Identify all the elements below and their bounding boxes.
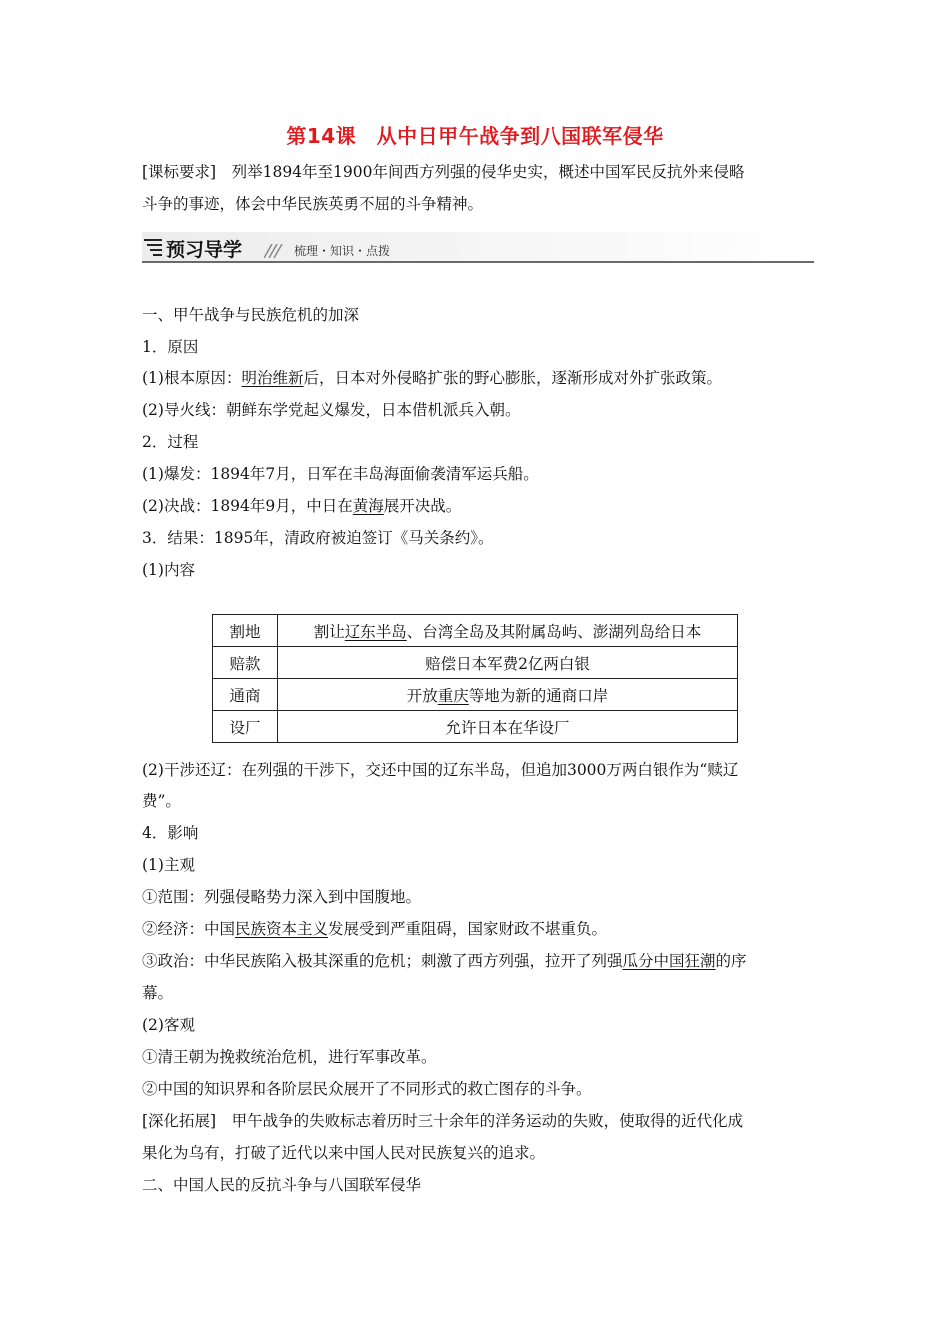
process-heading: 2．过程 bbox=[142, 433, 199, 451]
standard-tag: [课标要求] bbox=[142, 163, 217, 181]
table-key: 割地 bbox=[213, 615, 278, 647]
intervene-line-2: 费”。 bbox=[142, 792, 181, 810]
impact-politics-cont: 幕。 bbox=[142, 984, 174, 1002]
intervene-line-1: (2)干涉还辽：在列强的干涉下，交还中国的辽东半岛，但追加3000万两白银作为“赎辽 bbox=[142, 761, 739, 779]
extension-tag: [深化拓展] bbox=[142, 1112, 217, 1130]
table-key: 设厂 bbox=[213, 711, 278, 743]
keyword-yellow-sea: 黄海 bbox=[352, 497, 384, 515]
section1-heading: 一、甲午战争与民族危机的加深 bbox=[142, 306, 360, 324]
objective-item-1: ①清王朝为挽救统治危机，进行军事改革。 bbox=[142, 1048, 437, 1066]
hatch-icon bbox=[264, 244, 284, 258]
table-key: 通商 bbox=[213, 679, 278, 711]
table-row bbox=[213, 615, 738, 647]
objective-item-2: ②中国的知识界和各阶层民众展开了不同形式的救亡图存的斗争。 bbox=[142, 1080, 592, 1098]
extension-line-2: 果化为乌有，打破了近代以来中国人民对民族复兴的追求。 bbox=[142, 1144, 546, 1162]
table-value: 允许日本在华设厂 bbox=[278, 711, 738, 743]
section2-heading: 二、中国人民的反抗斗争与八国联军侵华 bbox=[142, 1176, 422, 1194]
table-value: 割让辽东半岛、台湾全岛及其附属岛屿、澎湖列岛给日本 bbox=[278, 615, 738, 647]
cause-fuse: (2)导火线：朝鲜东学党起义爆发，日本借机派兵入朝。 bbox=[142, 401, 521, 419]
standard-line-1: [课标要求] 列举1894年至1900年间西方列强的侵华史实，概述中国军民反抗外来侵略 bbox=[142, 163, 745, 181]
table-row bbox=[213, 711, 738, 743]
keyword-meiji: 明治维新 bbox=[241, 369, 304, 387]
extension-line-1: [深化拓展] 甲午战争的失败标志着历时三十余年的洋务运动的失败，使取得的近代化成 bbox=[142, 1112, 744, 1130]
cause-root: (1)根本原因：明治维新后，日本对外侵略扩张的野心膨胀，逐渐形成对外扩张政策。 bbox=[142, 369, 722, 387]
impact-heading: 4．影响 bbox=[142, 824, 199, 842]
content-label: (1)内容 bbox=[142, 561, 195, 579]
result-heading: 3．结果：1895年，清政府被迫签订《马关条约》。 bbox=[142, 529, 494, 547]
table-row bbox=[213, 647, 738, 679]
impact-objective: (2)客观 bbox=[142, 1016, 195, 1034]
process-outbreak: (1)爆发：1894年7月，日军在丰岛海面偷袭清军运兵船。 bbox=[142, 465, 539, 483]
stripes-icon bbox=[144, 238, 162, 256]
section-banner bbox=[142, 232, 814, 264]
standard-line-2: 斗争的事迹，体会中华民族英勇不屈的斗争精神。 bbox=[142, 195, 484, 213]
impact-subjective: (1)主观 bbox=[142, 856, 195, 874]
table-value: 赔偿日本军费2亿两白银 bbox=[278, 647, 738, 679]
treaty-table bbox=[212, 614, 738, 743]
banner-heading: 预习导学 bbox=[166, 239, 243, 261]
keyword-capitalism: 民族资本主义 bbox=[235, 920, 329, 938]
impact-economy: ②经济：中国民族资本主义发展受到严重阻碍，国家财政不堪重负。 bbox=[142, 920, 608, 938]
table-key: 赔款 bbox=[213, 647, 278, 679]
process-battle: (2)决战：1894年9月，中日在黄海展开决战。 bbox=[142, 497, 462, 515]
keyword-partition: 瓜分中国狂潮 bbox=[622, 952, 716, 970]
table-row bbox=[213, 679, 738, 711]
cause-heading: 1．原因 bbox=[142, 338, 199, 356]
impact-politics: ③政治：中华民族陷入极其深重的危机；刺激了西方列强，拉开了列强瓜分中国狂潮的序 bbox=[142, 952, 747, 970]
banner-subtitle: 梳理・知识・点拨 bbox=[294, 244, 391, 258]
lesson-title: 第14课 从中日甲午战争到八国联军侵华 bbox=[286, 124, 664, 148]
impact-scope: ①范围：列强侵略势力深入到中国腹地。 bbox=[142, 888, 422, 906]
table-value: 开放重庆等地为新的通商口岸 bbox=[278, 679, 738, 711]
